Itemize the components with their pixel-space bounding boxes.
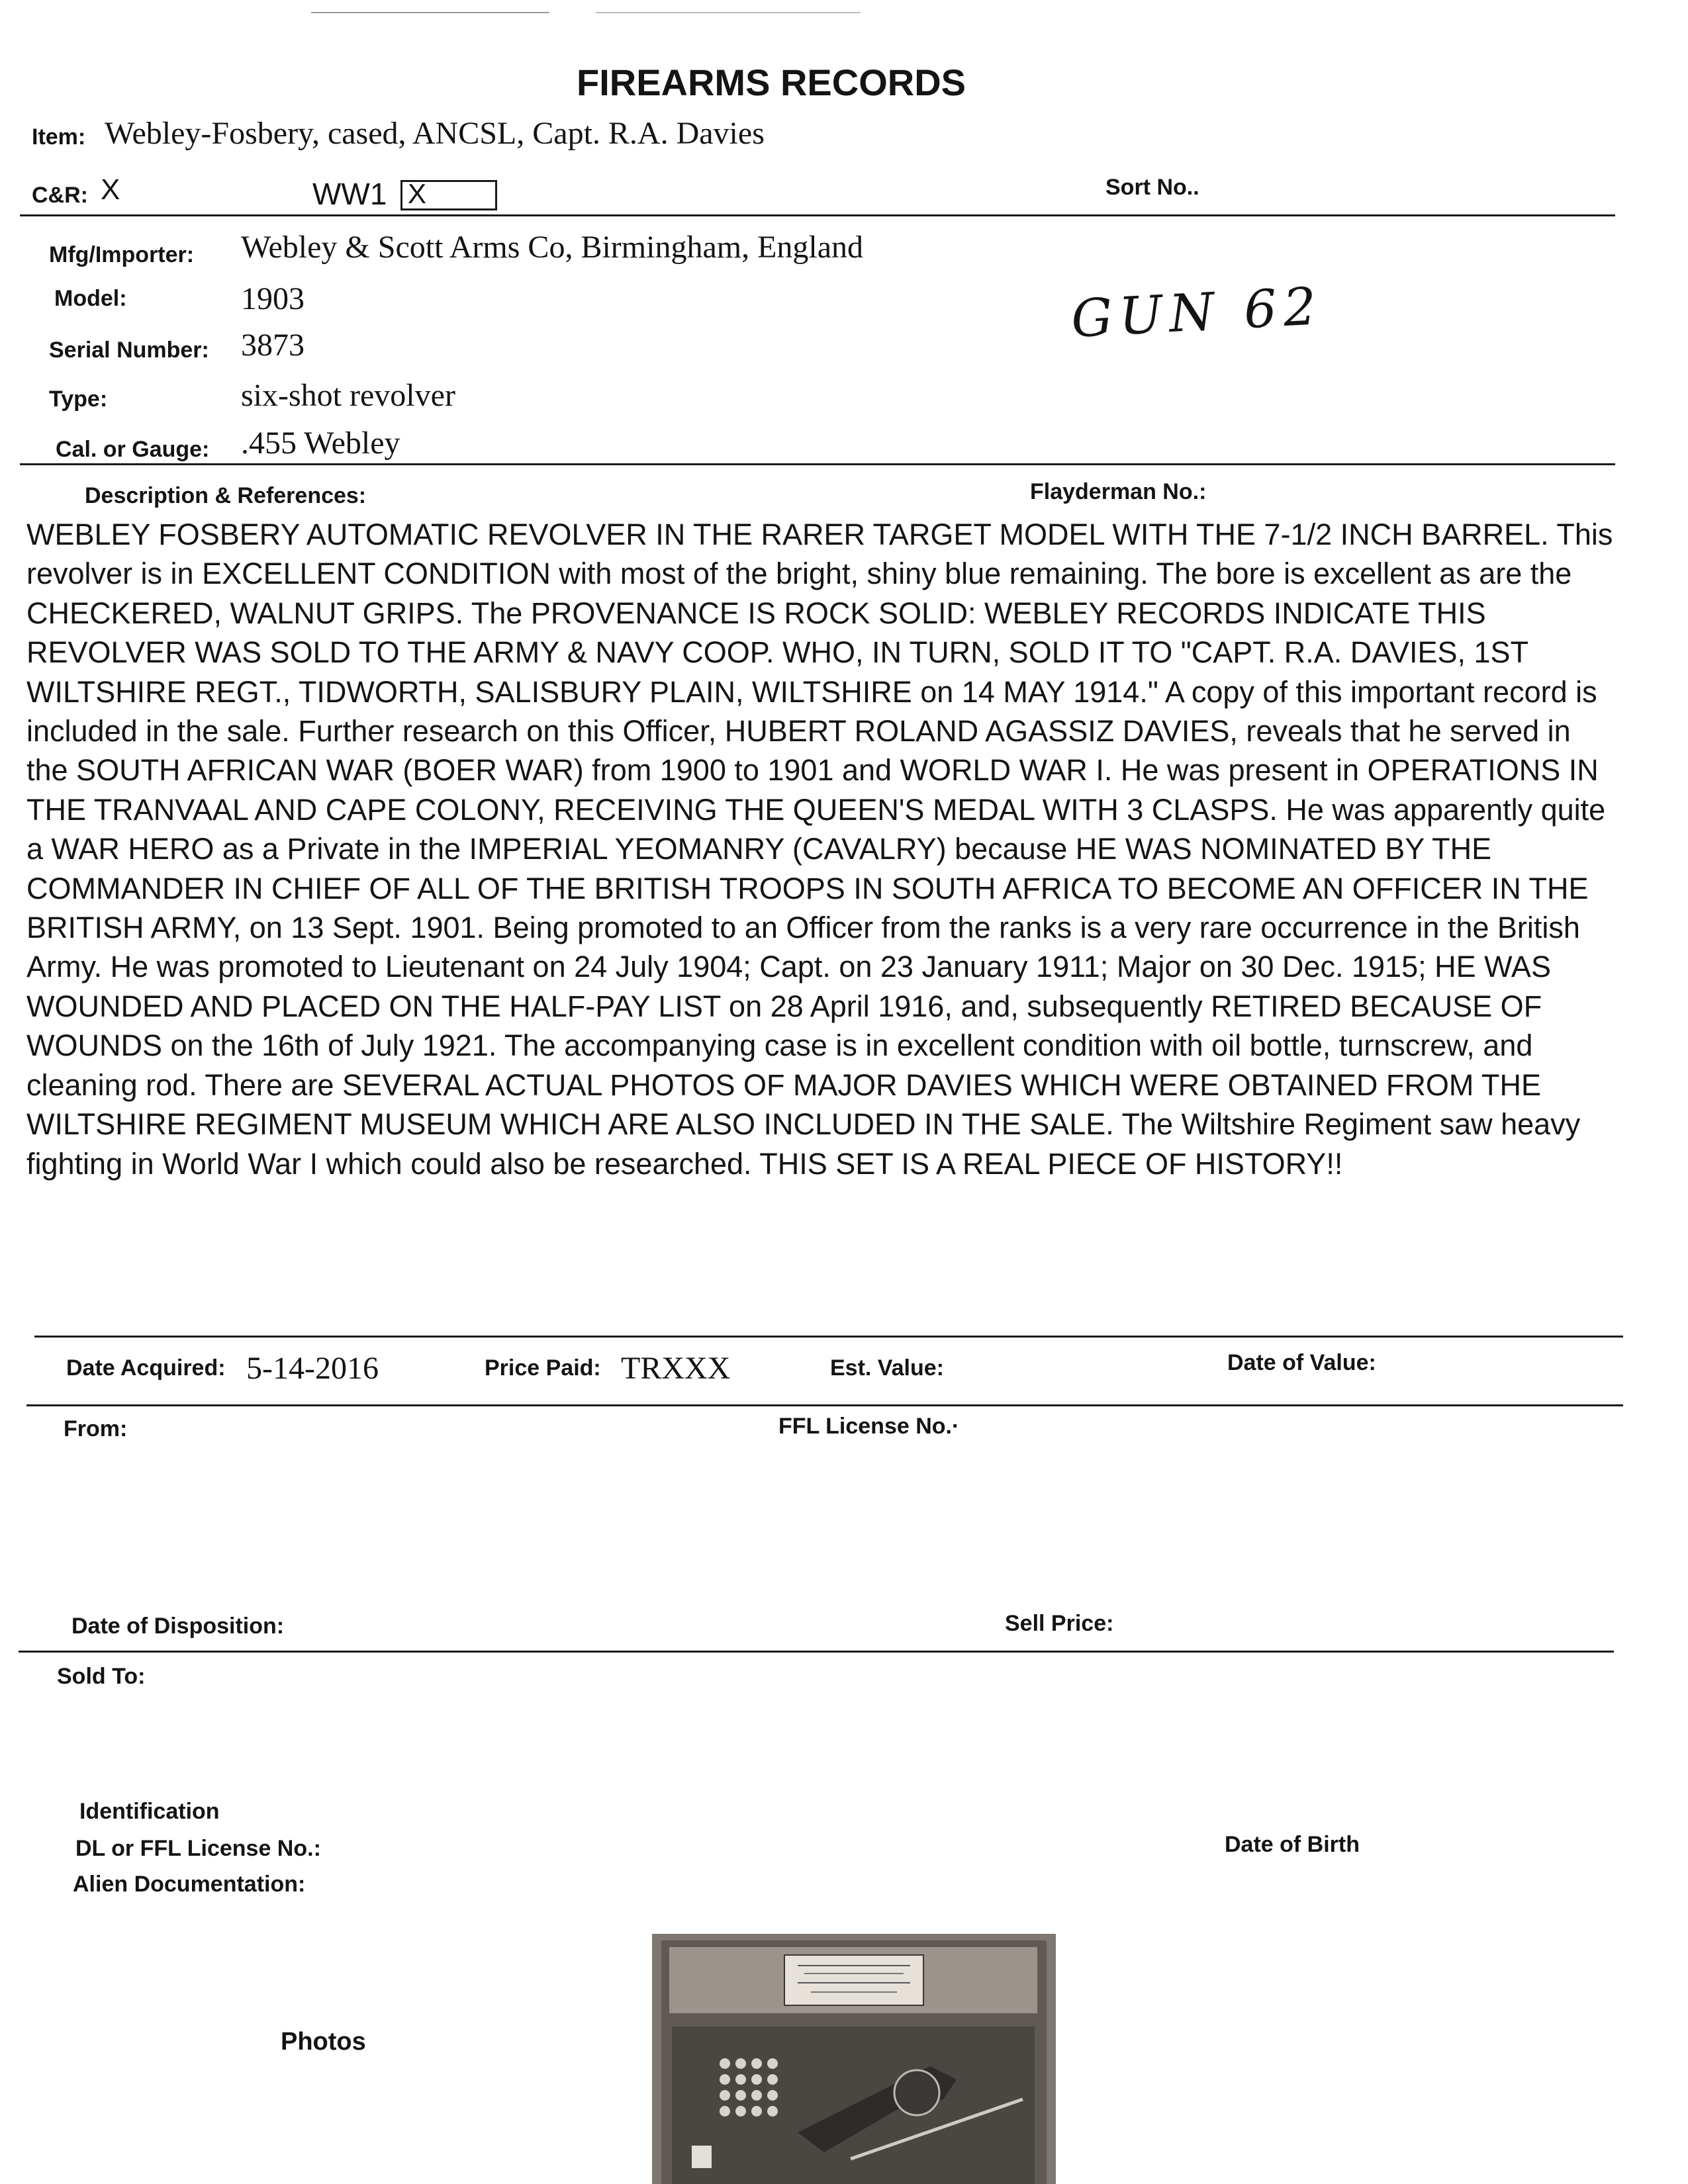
serial-label: Serial Number: <box>49 338 209 363</box>
model-value: 1903 <box>241 281 305 316</box>
description-text: WEBLEY FOSBERY AUTOMATIC REVOLVER IN THE RARER TARGET MODEL WITH THE 7-1/2 INCH BARREL. This revolver is in EXCELLENT CONDITION with most of the bright, shiny blue remaining. The bore is excellent as are the CHECKERED, WALNUT GRIPS. The PROVENANCE IS ROCK SOLID: WEBLEY RECORDS INDICATE THIS REVOLVER WAS SOLD TO THE ARMY & NAVY COOP. WHO, IN TURN, SOLD IT TO "CAPT. R.A. DAVIES, 1ST WILTSHIRE REGT., TIDWORTH, SALISBURY PLAIN, WILTSHIRE on 14 MAY 1914." A copy of this important record is included in the sale. Further research on this Officer, HUBERT ROLAND AGASSIZ DAVIES, reveals that he served in the SOUTH AFRICAN WAR (BOER WAR) from 1900 to 1901 and WORLD WAR I. He was present in OPERATIONS IN THE TRANVAAL AND CAPE COLONY, RECEIVING THE QUEEN'S MEDAL WITH 3 CLASPS. He was apparently quite a WAR HERO as a Private in the IMPERIAL YEOMANRY (CAVALRY) because HE WAS NOMINATED BY THE COMMANDER IN CHIEF OF ALL OF THE BRITISH TROOPS IN SOUTH AFRICA TO BECOME AN OFFICER IN THE BRITISH ARMY, on 13 Sept. 1901. Being promoted to an Officer from the ranks is a very rare occurrence in the British Army. He was promoted to Lieutenant on 24 July 1904; Capt. on 23 January 1911; Major on 30 Dec. 1915; HE WAS WOUNDED AND PLACED ON THE HALF-PAY LIST on 28 April 1916, and, subsequently RETIRED BECAUSE OF WOUNDS on the 16th of July 1921. The accompanying case is in excellent condition with oil bottle, turnscrew, and cleaning rod. There are SEVERAL ACTUAL PHOTOS OF MAJOR DAVIES WHICH WERE OBTAINED FROM THE WILTSHIRE REGIMENT MUSEUM WHICH ARE ALSO INCLUDED IN THE SALE. The Wiltshire Regiment saw heavy fighting in World War I which could also be researched. THIS SET IS A REAL PIECE OF HISTORY!! <box>26 518 1613 1181</box>
candr-value: X <box>101 173 120 206</box>
type-label: Type: <box>49 387 108 412</box>
divider <box>20 463 1615 465</box>
handwritten-note: GUN 62 <box>1070 277 1325 349</box>
sell-price-label: Sell Price: <box>1005 1611 1114 1636</box>
date-of-disposition-label: Date of Disposition: <box>71 1614 285 1639</box>
candr-label: C&R: <box>32 183 88 208</box>
divider <box>26 1404 1623 1406</box>
type-value: six-shot revolver <box>241 378 455 413</box>
cal-label: Cal. or Gauge: <box>56 437 210 462</box>
flayderman-label: Flayderman No.: <box>1030 479 1207 504</box>
cal-value: .455 Webley <box>241 426 400 461</box>
item-value: Webley-Fosbery, cased, ANCSL, Capt. R.A. Davies <box>105 116 765 151</box>
page-title: FIREARMS RECORDS <box>576 62 966 103</box>
photos-label: Photos <box>281 2028 366 2056</box>
price-paid-value: TRXXX <box>621 1351 731 1386</box>
date-acquired-label: Date Acquired: <box>66 1355 226 1381</box>
ww1-label: WW1 <box>312 177 387 211</box>
price-paid-label: Price Paid: <box>485 1355 601 1381</box>
ffl-license-label: FFL License No.· <box>778 1414 960 1439</box>
divider <box>19 1651 1614 1653</box>
ww1-check-mark: X <box>408 178 427 209</box>
revolver-case-photo <box>652 1934 1056 2184</box>
mfg-label: Mfg/Importer: <box>49 242 195 267</box>
scan-mark <box>596 12 861 13</box>
date-acquired-value: 5-14-2016 <box>246 1351 379 1386</box>
model-label: Model: <box>54 286 127 311</box>
item-label: Item: <box>32 124 86 150</box>
scan-mark <box>311 12 549 13</box>
date-of-birth-label: Date of Birth <box>1225 1832 1360 1857</box>
est-value-label: Est. Value: <box>830 1355 944 1381</box>
description-label: Description & References: <box>85 483 367 508</box>
ww1-checkbox[interactable] <box>400 180 497 210</box>
sold-to-label: Sold To: <box>57 1664 146 1689</box>
date-of-value-label: Date of Value: <box>1227 1350 1376 1375</box>
identification-label: Identification <box>79 1799 220 1824</box>
mfg-value: Webley & Scott Arms Co, Birmingham, England <box>241 230 864 265</box>
alien-documentation-label: Alien Documentation: <box>73 1872 306 1897</box>
from-label: From: <box>64 1416 128 1441</box>
divider <box>20 214 1615 216</box>
divider <box>34 1336 1623 1338</box>
dl-ffl-license-label: DL or FFL License No.: <box>75 1836 321 1861</box>
sort-label: Sort No.. <box>1105 175 1199 200</box>
serial-value: 3873 <box>241 328 305 363</box>
